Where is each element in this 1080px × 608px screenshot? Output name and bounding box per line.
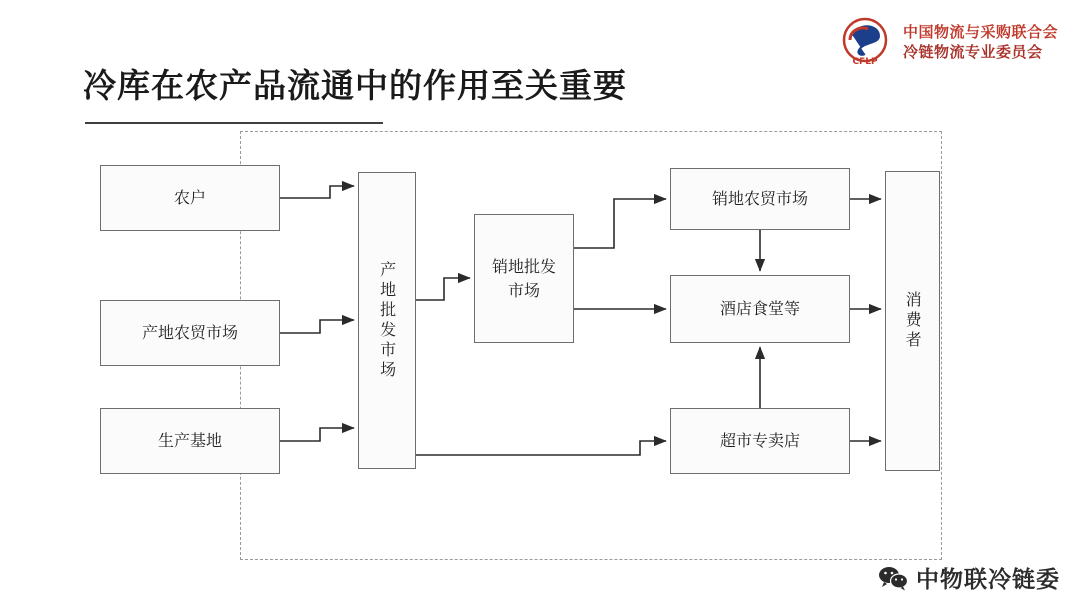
footer-watermark [878,561,1060,594]
page-title: 冷库在农产品流通中的作用至关重要 [83,66,627,105]
logo-line-1: 中国物流与采购联合会 [902,22,1058,41]
node-sales-wholesale-line-1: 销地批发 [491,257,556,277]
node-sales-farm-market[interactable]: 销地农贸市场 [670,168,850,230]
node-farmer[interactable]: 农户 [100,165,280,231]
cflp-logo-icon [837,14,893,70]
watermark-text: 中物联冷链委 [916,567,1060,593]
logo-line-2: 冷链物流专业委员会 [902,43,1043,61]
node-local-market[interactable]: 产地农贸市场 [100,300,280,366]
logo-text [903,22,1058,63]
node-consumer[interactable]: 消费者 [885,171,940,471]
node-production-base[interactable]: 生产基地 [100,408,280,474]
title-underline [85,122,383,124]
node-sales-wholesale-market[interactable] [474,214,574,343]
node-supermarket[interactable]: 超市专卖店 [670,408,850,474]
node-origin-wholesale-market[interactable]: 产地批发市场 [358,172,416,469]
node-sales-wholesale-line-2: 市场 [507,280,540,300]
wechat-icon [878,565,908,591]
svg-text:CFLP: CFLP [852,57,878,67]
node-hotel-canteen[interactable]: 酒店食堂等 [670,275,850,343]
logo [837,14,1058,70]
